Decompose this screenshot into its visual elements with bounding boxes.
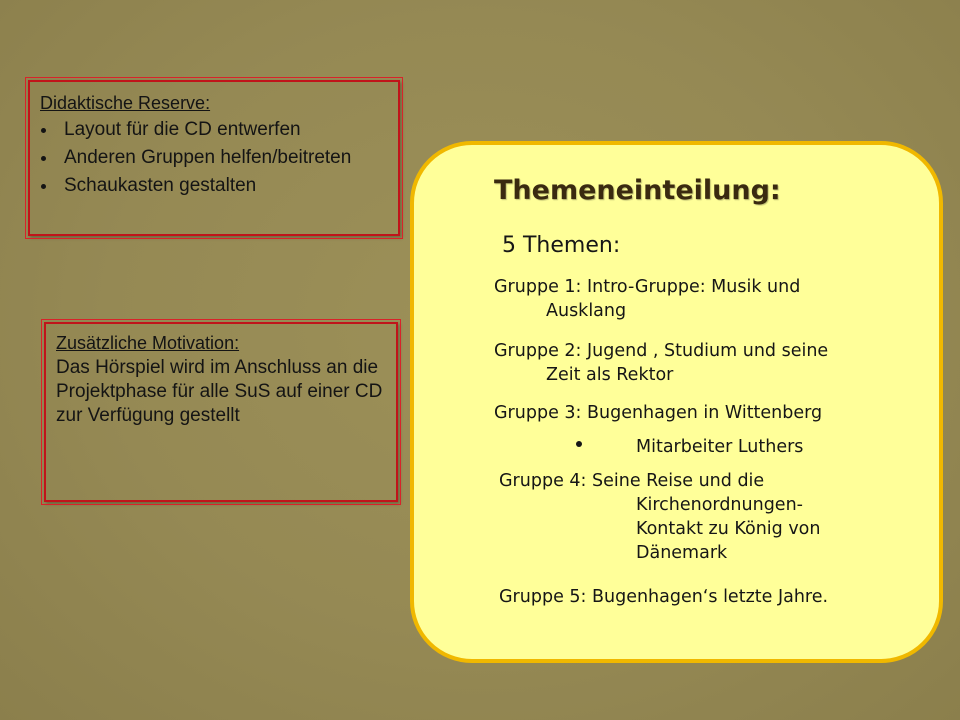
group-4-line-3: Kontakt zu König von — [636, 519, 821, 539]
themes-panel — [410, 141, 943, 663]
additional-motivation-box — [44, 322, 398, 502]
group-3 — [494, 401, 934, 425]
group-3-line-1: Gruppe 3: Bugenhagen in Wittenberg — [494, 403, 823, 423]
group-1 — [494, 275, 934, 323]
group-1-line-2: Ausklang — [546, 301, 627, 321]
group-1-line-1: Gruppe 1: Intro-Gruppe: Musik und — [494, 277, 801, 297]
group-4 — [499, 469, 939, 565]
bullet-icon — [576, 441, 582, 447]
group-2-line-2: Zeit als Rektor — [546, 365, 674, 385]
group-3-bullet-text: Mitarbeiter Luthers — [636, 437, 804, 457]
themes-count: 5 Themen: — [502, 233, 621, 258]
didactic-reserve-list — [40, 118, 388, 197]
group-4-line-4: Dänemark — [636, 543, 728, 563]
motivation-title: Zusätzliche Motivation: — [56, 333, 240, 353]
group-5-line-1: Gruppe 5: Bugenhagen‘s letzte Jahre. — [499, 587, 829, 607]
reserve-item-layout: Layout für die CD entwerfen — [40, 118, 388, 141]
group-2-line-1: Gruppe 2: Jugend , Studium und seine — [494, 341, 829, 361]
group-5 — [499, 585, 939, 609]
didactic-reserve-title: Didaktische Reserve: — [40, 93, 211, 113]
reserve-item-help-groups: Anderen Gruppen helfen/beitreten — [40, 146, 388, 169]
group-2 — [494, 339, 934, 387]
group-4-line-1: Gruppe 4: Seine Reise und die — [499, 471, 765, 491]
reserve-item-showcase: Schaukasten gestalten — [40, 174, 388, 197]
didactic-reserve-box — [28, 80, 400, 236]
themes-title: Themeneinteilung: — [494, 175, 781, 206]
group-4-line-2: Kirchenordnungen- — [636, 495, 803, 515]
motivation-text: Das Hörspiel wird im Anschluss an die Projektphase für alle SuS auf einer CD zur Verfügung gestellt — [56, 357, 383, 426]
